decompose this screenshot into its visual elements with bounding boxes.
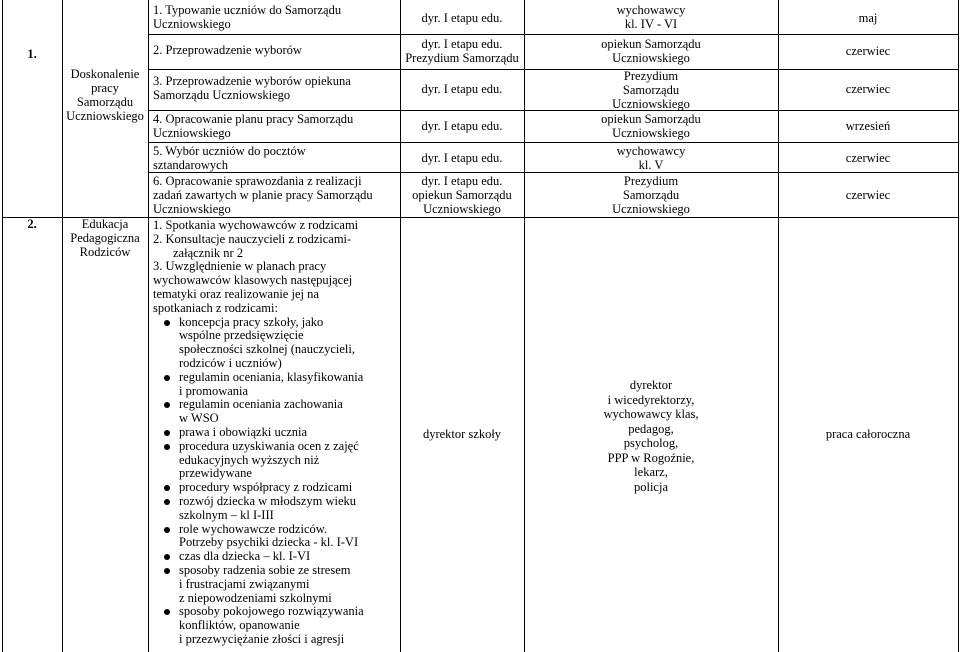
responsible-cell: Prezydium Samorządu Uczniowskiego xyxy=(612,69,690,111)
list-item: procedury współpracy z rodzicami xyxy=(153,481,398,495)
responsible-cell: wychowawcy kl. IV - VI xyxy=(616,3,686,31)
responsible-cell: opiekun Samorządu Uczniowskiego xyxy=(601,37,701,65)
deadline-cell: czerwiec xyxy=(845,82,891,96)
method-cell: dyr. I etapu edu. Prezydium Samorządu xyxy=(405,37,519,65)
bullet-icon xyxy=(164,568,170,574)
bullet-icon xyxy=(164,554,170,560)
bullet-icon xyxy=(164,499,170,505)
grid-line xyxy=(778,0,779,652)
bullet-icon xyxy=(164,527,170,533)
deadline-cell: maj xyxy=(858,11,878,25)
deadline-cell: wrzesień xyxy=(845,119,891,133)
grid-line xyxy=(400,0,401,652)
method-cell: dyr. I etapu edu. xyxy=(421,151,503,165)
method-cell: dyrektor szkoły xyxy=(422,427,502,441)
grid-line xyxy=(148,0,149,652)
bullet-icon xyxy=(164,430,170,436)
task-cell: 3. Przeprowadzenie wyborów opiekuna Samorządu Uczniowskiego xyxy=(153,74,351,102)
deadline-cell: czerwiec xyxy=(845,44,891,58)
method-cell: dyr. I etapu edu. xyxy=(421,82,503,96)
list-item: sposoby radzenia sobie ze stresem i frustracjami związanymi z niepowodzeniami szkolnymi xyxy=(153,564,398,605)
grid-line xyxy=(2,0,3,652)
list-item: rozwój dziecka w młodszym wieku szkolnym – kl I-III xyxy=(153,495,398,523)
list-item: prawa i obowiązki ucznia xyxy=(153,426,398,440)
list-item: koncepcja pracy szkoły, jako wspólne przedsięwzięcie społeczności szkolnej (nauczycieli, rodziców i uczniów) xyxy=(153,316,398,371)
section-area: Edukacja Pedagogiczna Rodziców xyxy=(70,217,140,259)
bullet-icon xyxy=(164,375,170,381)
task-cell: 5. Wybór uczniów do pocztów sztandarowych xyxy=(153,144,306,172)
topic-list xyxy=(153,316,398,647)
deadline-cell: czerwiec xyxy=(845,188,891,202)
row-divider xyxy=(148,172,958,173)
responsible-cell: Prezydium Samorządu Uczniowskiego xyxy=(612,174,690,216)
method-cell: dyr. I etapu edu. opiekun Samorządu Uczniowskiego xyxy=(412,174,512,216)
deadline-cell: praca całoroczna xyxy=(825,427,911,441)
list-item: role wychowawcze rodziców. Potrzeby psychiki dziecka - kl. I-VI xyxy=(153,523,398,551)
list-item: sposoby pokojowego rozwiązywania konfliktów, opanowanie i przezwyciężanie złości i agresji xyxy=(153,605,398,646)
bullet-icon xyxy=(164,444,170,450)
bullet-icon xyxy=(164,485,170,491)
grid-line xyxy=(958,0,959,652)
row-divider xyxy=(148,34,958,35)
method-cell: dyr. I etapu edu. xyxy=(421,11,503,25)
responsible-cell: wychowawcy kl. V xyxy=(616,144,686,172)
bullet-icon xyxy=(164,609,170,615)
method-cell: dyr. I etapu edu. xyxy=(421,119,503,133)
bullet-icon xyxy=(164,320,170,326)
task-cell: 6. Opracowanie sprawozdania z realizacji zadań zawartych w planie pracy Samorządu Uczniowskiego xyxy=(153,174,373,216)
bullet-icon xyxy=(164,402,170,408)
task-cell: 4. Opracowanie planu pracy Samorządu Uczniowskiego xyxy=(153,112,354,140)
list-item: czas dla dziecka – kl. I-VI xyxy=(153,550,398,564)
deadline-cell: czerwiec xyxy=(845,151,891,165)
list-item: regulamin oceniania zachowania w WSO xyxy=(153,398,398,426)
list-item: procedura uzyskiwania ocen z zajęć edukacyjnych wyższych niż przewidywane xyxy=(153,440,398,481)
task-cell: 1. Spotkania wychowawców z rodzicami 2. Konsultacje nauczycieli z rodzicami- załącznik nr 2 3. Uwzględnienie w planach pracy wychowawców klasowych następującej tematyki oraz realizowanie jej na spotkaniach z rodzicami: koncepcja pracy szkoły, jako wspólne przedsięwzięcie społeczności szkolnej (nauczycieli, rodziców i uczniów) regulamin oceniania, klasyfikowania i promowania regulamin oceniania zachowania w WSO prawa i obowiązki ucznia procedura uzyskiwania ocen z zajęć edukacyjnych wyższych niż przewidywane procedury współpracy z rodzicami rozwój dziecka w młodszym wieku szkolnym – kl I-III role wychowawcze rodziców. Potrzeby psychiki dziecka - kl. I-VI czas dla dziecka – kl. I-VI sposoby radzenia sobie ze stresem i frustracjami związanymi z niepowodzeniami szkolnymi sposoby pokojowego rozwiązywania konfliktów, opanowanie i przezwyciężanie złości i agresji xyxy=(153,219,398,647)
task-cell: 2. Przeprowadzenie wyborów xyxy=(153,43,302,57)
responsible-cell: dyrektor i wicedyrektorzy, wychowawcy klas, pedagog, psycholog, PPP w Rogoźnie, lekarz, policja xyxy=(603,378,699,494)
row-divider xyxy=(148,142,958,143)
section-number: 2. xyxy=(27,217,37,231)
responsible-cell: opiekun Samorządu Uczniowskiego xyxy=(601,112,701,140)
list-item: regulamin oceniania, klasyfikowania i promowania xyxy=(153,371,398,399)
section-area: Doskonalenie pracy Samorządu Uczniowskiego xyxy=(66,67,144,123)
task-cell: 1. Typowanie uczniów do Samorządu Uczniowskiego xyxy=(153,3,342,31)
section-number: 1. xyxy=(27,47,37,61)
